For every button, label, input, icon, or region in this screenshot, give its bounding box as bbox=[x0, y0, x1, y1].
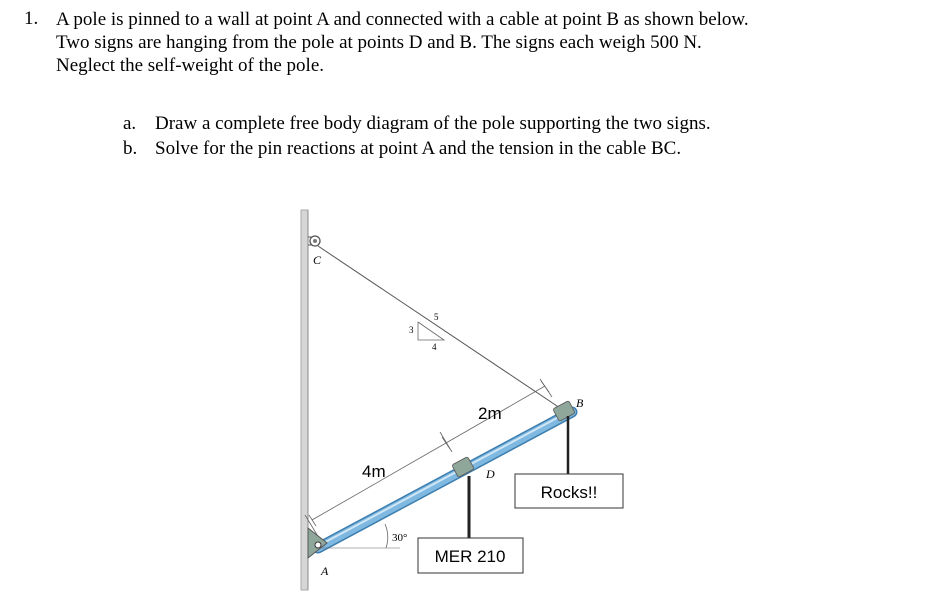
angle-label: 30° bbox=[392, 532, 408, 544]
dimension-2m: 2m bbox=[478, 404, 502, 423]
slope-hyp-label: 5 bbox=[434, 312, 439, 322]
sign-upper bbox=[515, 474, 623, 508]
point-b-label: B bbox=[576, 396, 584, 410]
part-b-label: b. bbox=[123, 138, 138, 159]
dimension-4m: 4m bbox=[362, 462, 386, 481]
sign-upper-text: Rocks!! bbox=[540, 483, 598, 502]
part-b-text: Solve for the pin reactions at point A and the tension in the cable BC. bbox=[155, 138, 682, 159]
point-a-label: A bbox=[321, 564, 329, 578]
slope-rise-label: 3 bbox=[409, 325, 414, 335]
wall bbox=[301, 210, 308, 590]
part-a-text: Draw a complete free body diagram of the pole supporting the two signs. bbox=[155, 113, 711, 134]
part-a-label: a. bbox=[123, 113, 137, 134]
slope-triangle bbox=[409, 312, 444, 352]
sign-lower bbox=[418, 538, 523, 573]
dimension-lines bbox=[305, 379, 552, 538]
stem-line-3: Neglect the self-weight of the pole. bbox=[56, 55, 325, 76]
sign-lower-text: MER 210 bbox=[434, 547, 506, 566]
cable-anchor-c bbox=[308, 236, 320, 246]
stem-line-2: Two signs are hanging from the pole at points D and B. The signs each weigh 500 N. bbox=[56, 32, 702, 53]
point-d-label: D bbox=[486, 467, 495, 481]
cable-bc bbox=[318, 246, 560, 408]
problem-number: 1. bbox=[24, 8, 39, 29]
pin-support-a bbox=[308, 528, 327, 558]
point-c-label: C bbox=[313, 253, 322, 267]
stem-line-1: A pole is pinned to a wall at point A and connected with a cable at point B as shown below. bbox=[56, 9, 749, 30]
slope-run-label: 4 bbox=[432, 342, 437, 352]
